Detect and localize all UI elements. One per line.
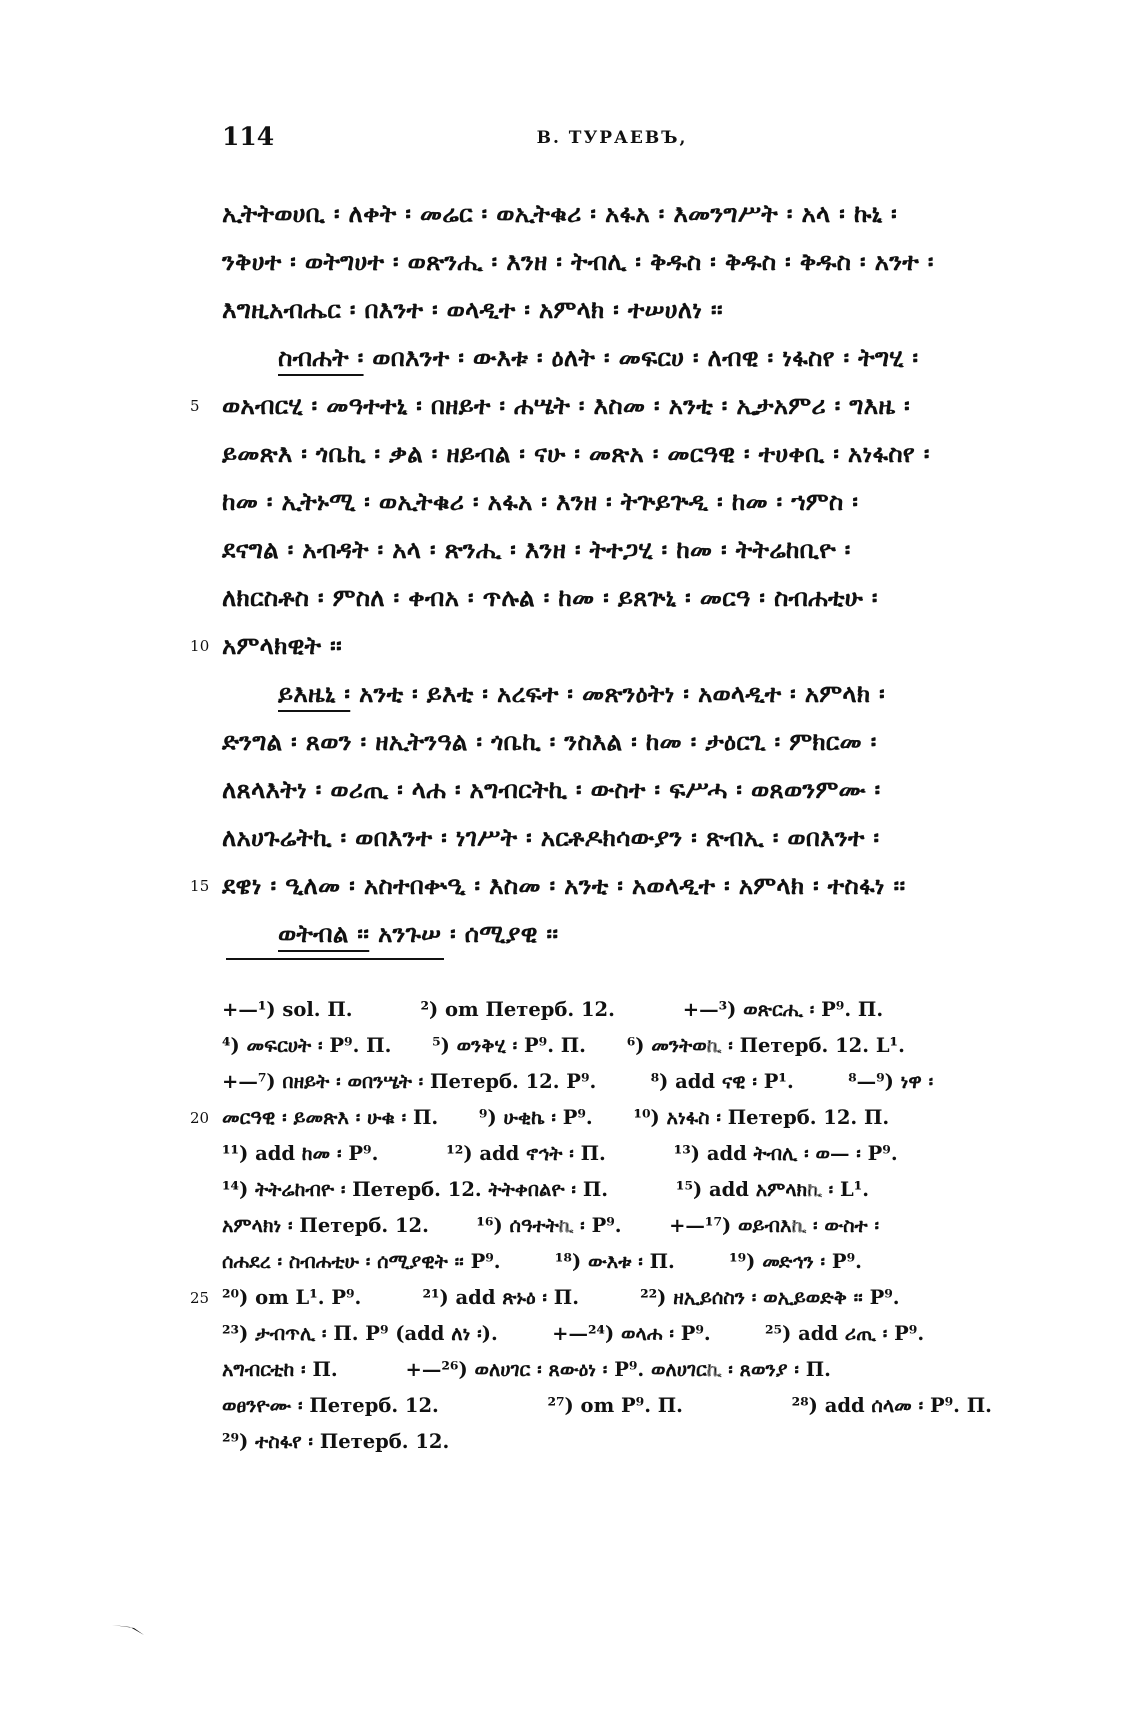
footnote-line xyxy=(190,1100,1002,1136)
line-text: ወአብርሂ ፡ መዓተተኒ ፡ በዘይተ ፡ ሐሤት ፡ እስመ ፡ አንቲ ፡ ኢታአምሪ ፡ ግእዜ ፡ xyxy=(222,391,910,420)
footnote-line xyxy=(222,1028,1002,1064)
footnote-line xyxy=(222,1424,1002,1460)
line-text: ንቅሀተ ፡ ወትግሀተ ፡ ወጽንሒ ፡ እንዘ ፡ ትብሊ ፡ ቅዱስ ፡ ቅዱስ ፡ ቅዱስ ፡ አንተ ፡ xyxy=(222,247,934,276)
line-text: አምላክዊት ፡፡ xyxy=(222,631,342,660)
footnotes xyxy=(190,992,1002,1460)
text-line xyxy=(222,814,1002,862)
main-text xyxy=(190,190,1002,958)
footnote-text: መርዓዊ ፡ ይመጽእ ፡ ሁቁ ፡ П. ⁹) ሁቂኬ ፡ P⁹. ¹⁰) አነፋስ ፡ Петерб. 12. П. xyxy=(222,1106,890,1129)
line-text: አንጉሠ ፡ ሰሚያዊ ፡፡ xyxy=(369,919,559,948)
text-line xyxy=(222,574,1002,622)
footnote-text: ²⁹) ተስፋየ ፡ Петерб. 12. xyxy=(222,1430,450,1453)
footnote-text: አምላክነ ፡ Петерб. 12. ¹⁶) ሰዓተትኪ ፡ P⁹. +—¹⁷) ወይብእኪ ፡ ውስተ ፡ xyxy=(222,1214,880,1237)
footnote-text: +—⁷) በዘይት ፡ ወበንሤት ፡ Петерб. 12. P⁹. ⁸) add ናዊ ፡ P¹. ⁸—⁹) ነዋ ፡ xyxy=(222,1070,934,1093)
line-text: ደናግል ፡ አብዳት ፡ አላ ፡ ጽንሒ ፡ እንዘ ፡ ትተጋሂ ፡ ከመ ፡ ትትሬከቢዮ ፡ xyxy=(222,535,851,564)
text-line xyxy=(222,334,1002,382)
footnote-line xyxy=(222,1064,1002,1100)
footnote-text: ⁴) መፍርሀት ፡ P⁹. П. ⁵) ወንቅሂ ፡ P⁹. П. ⁶) መንትወኪ ፡ Петерб. 12. L¹. xyxy=(222,1034,905,1057)
text-line xyxy=(222,190,1002,238)
running-head: В. ТУРАЕВЪ, xyxy=(536,128,688,148)
page-header xyxy=(222,122,1002,162)
line-text: ለአሀጉሬትኪ ፡ ወበእንተ ፡ ነገሥት ፡ አርቶዶክሳውያን ፡ ጽብኢ ፡ ወበእንተ ፡ xyxy=(222,823,880,852)
margin-mark-icon xyxy=(112,1622,146,1636)
line-text: ለክርስቶስ ፡ ምስለ ፡ ቀብአ ፡ ጥሉል ፡ ከመ ፡ ይጸጕኒ ፡ መርዓ ፡ ስብሐቲሁ ፡ xyxy=(222,583,878,612)
line-number: 15 xyxy=(190,877,210,895)
footnote-line xyxy=(222,1388,1002,1424)
footnote-line xyxy=(222,1136,1002,1172)
footnote-text: ¹⁴) ትትሬከብዮ ፡ Петерб. 12. ትትቀበልዮ ፡ П. ¹⁵) add አምላክኪ ፡ L¹. xyxy=(222,1178,870,1201)
footnote-rule xyxy=(226,958,444,960)
text-line xyxy=(222,766,1002,814)
line-text: ወበእንተ ፡ ውእቱ ፡ ዕለት ፡ መፍርሀ ፡ ለብዊ ፡ ነፋስየ ፡ ትግሂ ፡ xyxy=(363,343,919,372)
footnote-text: ሰሐደረ ፡ ስብሐቲሁ ፡ ሰሚያዊት ፡፡ P⁹. ¹⁸) ውእቱ ፡ П. ¹⁹) መድኅን ፡ P⁹. xyxy=(222,1250,862,1273)
footnote-line xyxy=(190,1280,1002,1316)
line-number: 10 xyxy=(190,637,210,655)
section-heading: ወትብል ፡፡ xyxy=(278,919,370,948)
footnote-line xyxy=(222,1172,1002,1208)
page-number: 114 xyxy=(222,122,275,151)
text-line xyxy=(222,430,1002,478)
text-line xyxy=(222,670,1002,718)
footnote-text: ወፀንዮሙ ፡ Петерб. 12. ²⁷) om P⁹. П. ²⁸) add ሰላመ ፡ P⁹. П. xyxy=(222,1394,992,1417)
footnote-line xyxy=(222,1208,1002,1244)
text-line xyxy=(222,238,1002,286)
text-line xyxy=(190,382,1002,430)
line-text: ድንግል ፡ ጸወን ፡ ዘኢትንዓል ፡ ጎቤኪ ፡ ንስእል ፡ ከመ ፡ ታዕርጊ ፡ ምክርመ ፡ xyxy=(222,727,877,756)
line-text: አንቲ ፡ ይእቲ ፡ አረፍተ ፡ መጽንዕትነ ፡ አወላዲተ ፡ አምላክ ፡ xyxy=(350,679,885,708)
text-line xyxy=(222,526,1002,574)
text-line xyxy=(190,622,1002,670)
line-number: 5 xyxy=(190,397,200,415)
footnote-text: +—¹) sol. П. ²) om Петерб. 12. +—³) ወጽርሒ ፡ P⁹. П. xyxy=(222,998,884,1021)
footnote-line xyxy=(222,1244,1002,1280)
text-line xyxy=(222,478,1002,526)
line-text: ደዌነ ፡ ዒለመ ፡ አስተበቍዒ ፡ እስመ ፡ አንቲ ፡ አወላዲተ ፡ አምላክ ፡ ተስፋነ ፡፡ xyxy=(222,871,906,900)
line-text: እግዚአብሔር ፡ በእንተ ፡ ወላዲተ ፡ አምላክ ፡ ተሠሀለነ ፡፡ xyxy=(222,295,723,324)
footnote-text: ²⁰) om L¹. P⁹. ²¹) add ጽኑዕ ፡ П. ²²) ዘኢይሰስን ፡ ወኢይወድቅ ፡፡ P⁹. xyxy=(222,1286,900,1309)
footnote-text: ¹¹) add ከመ ፡ P⁹. ¹²) add ኖኅት ፡ П. ¹³) add ትብሊ ፡ ወ— ፡ P⁹. xyxy=(222,1142,898,1165)
text-line xyxy=(222,910,1002,958)
line-text: ይመጽእ ፡ ጎቤኪ ፡ ቃል ፡ ዘይብል ፡ ናሁ ፡ መጽአ ፡ መርዓዊ ፡ ተሀቀቢ ፡ አነፋስየ ፡ xyxy=(222,439,930,468)
line-number: 20 xyxy=(190,1109,210,1127)
footnote-line xyxy=(222,1352,1002,1388)
footnote-line xyxy=(222,992,1002,1028)
section-heading: ስብሐት ፡ xyxy=(278,343,364,372)
footnote-text: አግብርቲከ ፡ П. +—²⁶) ወለሀገር ፡ ጸውዕነ ፡ P⁹. ወለሀገርኪ ፡ ጸወንያ ፡ П. xyxy=(222,1358,831,1381)
text-line xyxy=(222,286,1002,334)
line-text: ለጸላእትነ ፡ ወሪጢ ፡ ላሐ ፡ አግብርትኪ ፡ ውስተ ፡ ፍሥሓ ፡ ወጸወንምሙ ፡ xyxy=(222,775,881,804)
line-text: ከመ ፡ ኢትኑሚ ፡ ወኢትቁሪ ፡ አፋአ ፡ እንዘ ፡ ትጕይጕዲ ፡ ከመ ፡ ኀምስ ፡ xyxy=(222,487,859,516)
section-heading: ይእዜኒ ፡ xyxy=(278,679,351,708)
footnote-text: ²³) ታብጥሊ ፡ П. P⁹ (add ለነ ፡). +—²⁴) ወላሐ ፡ P⁹. ²⁵) add ሪጢ ፡ P⁹. xyxy=(222,1322,925,1345)
footnote-line xyxy=(222,1316,1002,1352)
line-text: ኢትትወሀቢ ፡ ለቀት ፡ መሬር ፡ ወኢትቁሪ ፡ አፋአ ፡ እመንግሥት ፡ አላ ፡ ኩኒ ፡ xyxy=(222,199,898,228)
line-number: 25 xyxy=(190,1289,210,1307)
text-line xyxy=(190,862,1002,910)
text-line xyxy=(222,718,1002,766)
